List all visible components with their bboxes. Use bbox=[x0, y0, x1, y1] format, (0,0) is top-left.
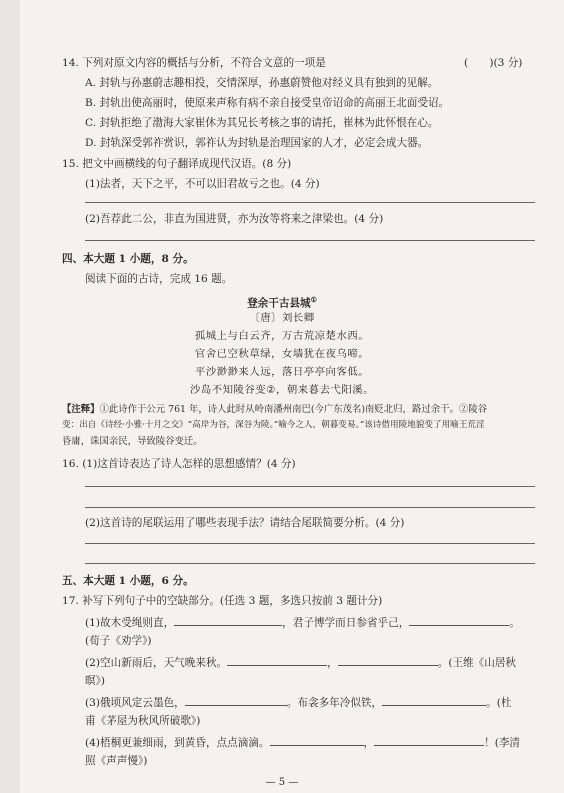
section-4-header: 四、本大题 1 小题，8 分。 bbox=[62, 253, 194, 265]
q14-option-c: C. 封轨拒绝了渤海大家崔休为其兄长考核之事的请托，崔林为此怀恨在心。 bbox=[85, 117, 439, 129]
fill-blank[interactable] bbox=[185, 694, 287, 706]
answer-line[interactable] bbox=[85, 240, 535, 241]
answer-line[interactable] bbox=[85, 486, 535, 487]
note-text: 变：出自《诗经·小雅·十月之交》“高岸为谷，深谷为陵。”喻今之人，朝暮变易。”该诗借用陵地貌变了用喻王荒淫 bbox=[62, 420, 485, 430]
section-4-intro: 阅读下面的古诗，完成 16 题。 bbox=[85, 273, 233, 285]
note-text: 昏庸，诛国亲民，导致陵谷变迁。 bbox=[62, 436, 203, 447]
page-number: — 5 — bbox=[265, 777, 299, 788]
q17-item-1: (1)故木受绳则直， ，君子博学而日参省乎己， 。 bbox=[85, 614, 520, 630]
fill-blank[interactable] bbox=[270, 734, 364, 746]
q16-part-2: (2)这首诗的尾联运用了哪些表现手法？请结合尾联简要分析。(4 分) bbox=[85, 517, 405, 529]
q14-answer-slot[interactable]: ( )(3 分) bbox=[464, 57, 523, 69]
fill-blank[interactable] bbox=[382, 694, 486, 706]
fill-blank[interactable] bbox=[338, 654, 438, 666]
fill-blank[interactable] bbox=[227, 654, 327, 666]
answer-line[interactable] bbox=[85, 543, 535, 544]
poem-line: 孤城上与白云齐，万古荒凉楚水西。 bbox=[194, 330, 370, 342]
fill-blank[interactable] bbox=[174, 614, 282, 626]
poem-line: 平沙渺渺来人远，落日亭亭向客低。 bbox=[194, 366, 370, 378]
fill-blank[interactable] bbox=[374, 734, 484, 746]
q14-option-b: B. 封轨出使高丽时，使原来声称有病不亲自接受皇帝诏命的高丽王北面受诏。 bbox=[85, 97, 450, 109]
q16-part-1: 16. (1)这首诗表达了诗人怎样的思想感情？(4 分) bbox=[62, 458, 296, 470]
q17-item-4-source: 照《声声慢》) bbox=[85, 755, 148, 767]
section-5-header: 五、本大题 1 小题，6 分。 bbox=[62, 575, 194, 587]
q14-option-a: A. 封轨与孙惠蔚志趣相投，交情深厚，孙惠蔚赞他对经义具有独到的见解。 bbox=[85, 77, 439, 89]
q17-item-3: (3)俄顷风定云墨色， 。布衾多年冷似铁， 。(杜 bbox=[85, 694, 511, 710]
poem-line: 官舍已空秋草绿，女墙犹在夜乌啼。 bbox=[194, 348, 370, 360]
poem-title: 登余干古县城① bbox=[247, 295, 317, 310]
q17-item-4: (4)梧桐更兼细雨，到黄昏，点点滴滴。 ， ！(李清 bbox=[85, 734, 520, 750]
note-text: ①此诗作于公元 761 年，诗人此时从岭南潘州南巴(今广东茂名)南贬北归，路过余干。②陵谷 bbox=[99, 404, 487, 415]
q14-stem: 14. 下列对原文内容的概括与分析，不符合文意的一项是 bbox=[62, 57, 326, 69]
answer-line[interactable] bbox=[85, 563, 535, 564]
poem-notes bbox=[62, 403, 487, 416]
poem-author: 〔唐〕刘长卿 bbox=[249, 312, 315, 324]
q17-stem: 17. 补写下列句子中的空缺部分。(任选 3 题，多选只按前 3 题计分) bbox=[62, 595, 383, 607]
notes-label: 【注释】 bbox=[62, 404, 100, 415]
q15-sentence-1: (1)法者，天下之平，不可以旧君故亏之也。(4 分) bbox=[85, 178, 320, 190]
q15-stem: 15. 把文中画横线的句子翻译成现代汉语。(8 分) bbox=[62, 158, 292, 170]
q17-item-2-source: 暝》) bbox=[85, 675, 106, 687]
q17-item-2: (2)空山新雨后，天气晚来秋。 ， 。(王维《山居秋 bbox=[85, 654, 516, 670]
poem-line: 沙岛不知陵谷变②，朝来暮去弋阳溪。 bbox=[189, 384, 375, 396]
answer-line[interactable] bbox=[85, 202, 535, 203]
q17-item-3-source: 甫《茅屋为秋风所破歌》) bbox=[85, 715, 201, 727]
q17-item-1-source: (荀子《劝学》) bbox=[85, 635, 152, 647]
q15-sentence-2: (2)吾荐此二公，非直为国进贤，亦为汝等将来之津梁也。(4 分) bbox=[85, 213, 384, 225]
fill-blank[interactable] bbox=[409, 614, 509, 626]
answer-line[interactable] bbox=[85, 507, 535, 508]
q14-option-d: D. 封轨深受郭祚赏识，郭祚认为封轨是治理国家的人才，必定会成大器。 bbox=[85, 137, 429, 149]
